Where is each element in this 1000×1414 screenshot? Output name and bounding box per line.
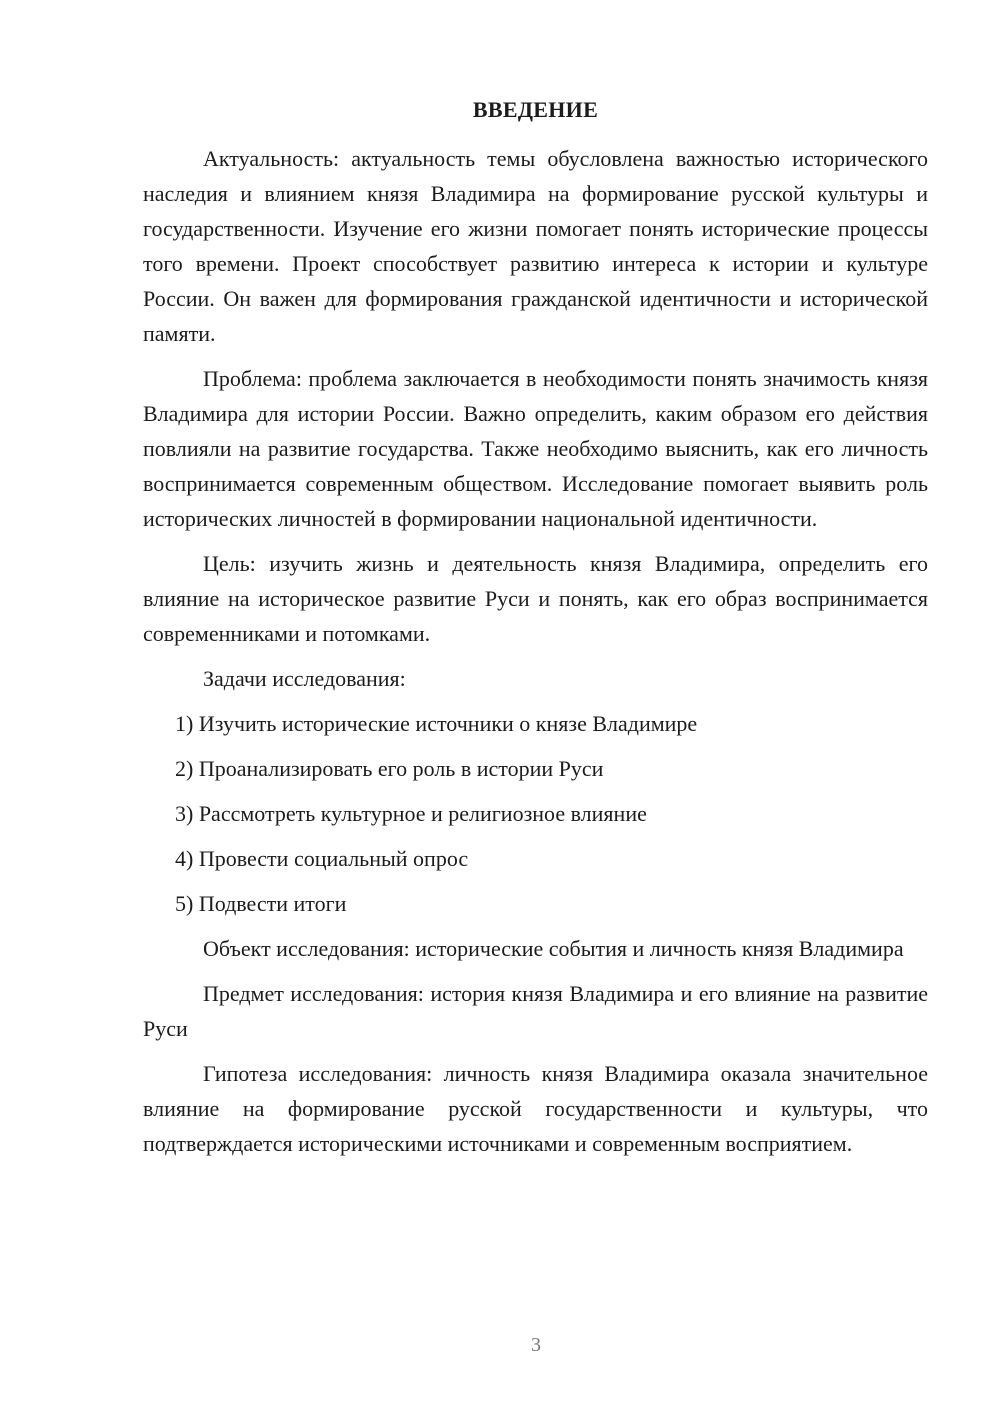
document-page — [143, 95, 928, 1171]
task-item: 2) Проанализировать его роль в истории Руси — [175, 756, 604, 781]
task-item: 3) Рассмотреть культурное и религиозное влияние — [175, 801, 647, 826]
relevance-paragraph: Актуальность: актуальность темы обусловлена важностью исторического наследия и влиянием князя Владимира на формирование русской культуры и государственности. Изучение его жизни помогает понять исторические процессы того времени. Проект способствует развитию интереса к истории и культуре России. Он важен для формирования гражданской идентичности и исторической памяти. — [143, 146, 928, 346]
subject-paragraph: Предмет исследования: история князя Владимира и его влияние на развитие Руси — [143, 981, 928, 1041]
page-number: 3 — [531, 1334, 541, 1356]
task-item: 1) Изучить исторические источники о князе Владимире — [175, 711, 698, 736]
page-title: ВВЕДЕНИЕ — [472, 97, 599, 122]
tasks-list — [143, 706, 928, 921]
task-item: 4) Провести социальный опрос — [175, 846, 469, 871]
hypothesis-paragraph: Гипотеза исследования: личность князя Владимира оказала значительное влияние на формирование русской государственности и культуры, что подтверждается историческими источниками и современным восприятием. — [143, 1061, 928, 1156]
goal-paragraph: Цель: изучить жизнь и деятельность князя Владимира, определить его влияние на историческое развитие Руси и понять, как его образ воспринимается современниками и потомками. — [143, 551, 928, 646]
task-item: 5) Подвести итоги — [175, 891, 347, 916]
tasks-heading: Задачи исследования: — [203, 666, 406, 691]
object-paragraph: Объект исследования: исторические события и личность князя Владимира — [203, 936, 904, 961]
problem-paragraph: Проблема: проблема заключается в необходимости понять значимость князя Владимира для истории России. Важно определить, каким образом его действия повлияли на развитие государства. Также необходимо выяснить, как его личность воспринимается современным обществом. Исследование помогает выявить роль исторических личностей в формировании национальной идентичности. — [143, 366, 928, 531]
